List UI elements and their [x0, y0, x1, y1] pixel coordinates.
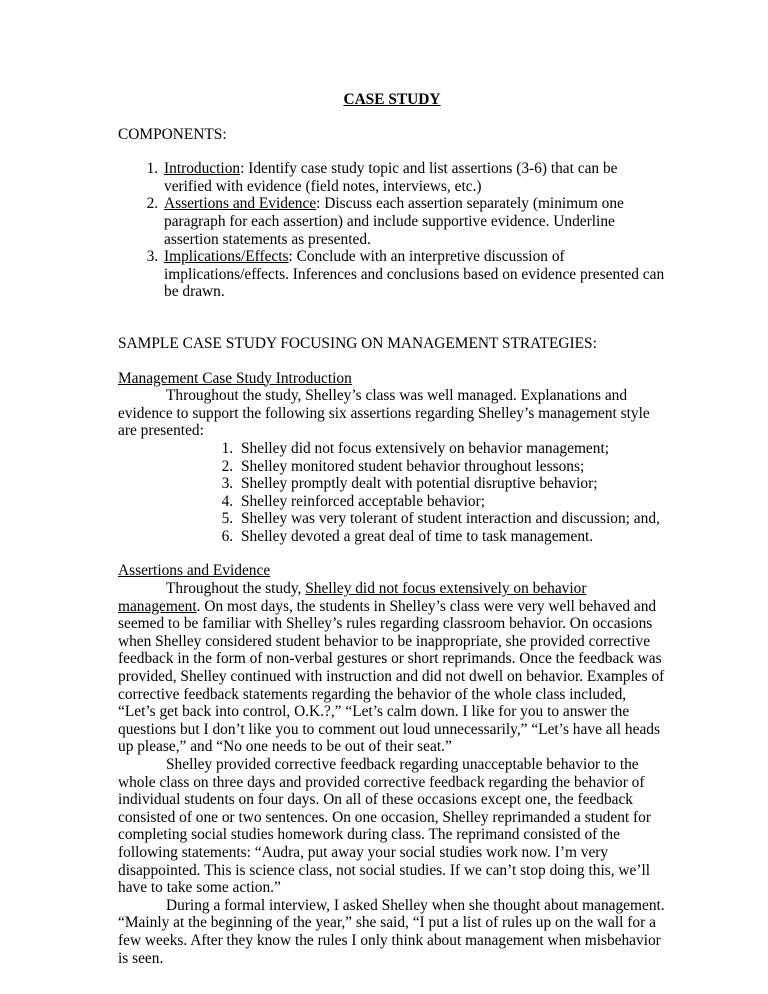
assertion-item: 2. Shelley monitored student behavior throughout lessons; [237, 458, 666, 476]
assertion-item: 3. Shelley promptly dealt with potential disruptive behavior; [237, 475, 666, 493]
intro-heading: Management Case Study Introduction [118, 369, 352, 387]
evidence-paragraph-1 [118, 580, 666, 756]
evidence-paragraph-2: Shelley provided corrective feedback regarding unacceptable behavior to the whole class on three days and provided corrective feedback regarding the behavior of individual students on four days. On all of these occasions except one, the feedback consisted of one or two sentences. On one occasion, Shelley reprimanded a student for completing social studies homework during class. The reprimand consisted of the following statements: “Audra, put away your social studies work now. I’m very disappointed. This is science class, not social studies. If we can’t stop doing this, we’ll have to take some action.” [118, 756, 651, 897]
document-page [118, 91, 666, 967]
evidence-heading: Assertions and Evidence [118, 562, 271, 580]
component-item [162, 160, 666, 195]
evidence-paragraph-3: During a formal interview, I asked Shelley when she thought about management. “Mainly at the beginning of the year,” she said, “I put a list of rules up on the wall for a few weeks. After they know the rules I only think about management when misbehavior is seen. [118, 896, 665, 967]
paragraph-text: . On most days, the students in Shelley’s class were very well behaved and seemed to be familiar with Shelley’s rules regarding classroom behavior. On occasions when Shelley considered student behavior to be inappropriate, she provided corrective feedback in the form of non-verbal gestures or short reprimands. Once the feedback was provided, Shelley continued with instruction and did not dwell on behavior. Examples of corrective feedback statements regarding the behavior of the whole class included, “Let’s get back into control, O.K.?,” “Let’s calm down. I like for you to answer the questions but I don’t like you to comment out loud unnecessarily,” “Let’s have all heads up please,” and “No one needs to be out of their seat.” [118, 597, 665, 756]
assertion-item: 4. Shelley reinforced acceptable behavior; [237, 493, 666, 511]
component-label: Implications/Effects [164, 248, 289, 266]
intro-paragraph: Throughout the study, Shelley’s class was well managed. Explanations and evidence to support the following six assertions regarding Shelley’s management style are presented: [118, 387, 650, 440]
component-label: Assertions and Evidence [164, 195, 317, 213]
component-label: Introduction [164, 160, 241, 178]
components-list [118, 160, 666, 301]
assertion-item: 1. Shelley did not focus extensively on behavior management; [237, 440, 666, 458]
paragraph-text: Throughout the study, [166, 580, 306, 598]
assertion-item: 5. Shelley was very tolerant of student interaction and discussion; and, [237, 510, 666, 528]
component-text: : Identify case study topic and list assertions (3-6) that can be verified with evidence (field notes, interviews, etc.) [164, 160, 618, 195]
component-text: : Discuss each assertion separately (minimum one paragraph for each assertion) and include supportive evidence. Underline assertion statements as presented. [164, 195, 624, 248]
sample-heading: SAMPLE CASE STUDY FOCUSING ON MANAGEMENT STRATEGIES: [118, 334, 597, 352]
assertions-list [118, 440, 666, 546]
component-item [162, 248, 666, 301]
components-heading: COMPONENTS: [118, 125, 227, 143]
assertion-statement: Shelley did not focus extensively on behavior management [118, 580, 587, 615]
component-item [162, 195, 666, 248]
component-text: : Conclude with an interpretive discussion of implications/effects. Inferences and conclusions based on evidence presented can be drawn. [164, 248, 665, 301]
assertion-item: 6. Shelley devoted a great deal of time to task management. [237, 528, 666, 546]
document-title: CASE STUDY [343, 91, 441, 108]
